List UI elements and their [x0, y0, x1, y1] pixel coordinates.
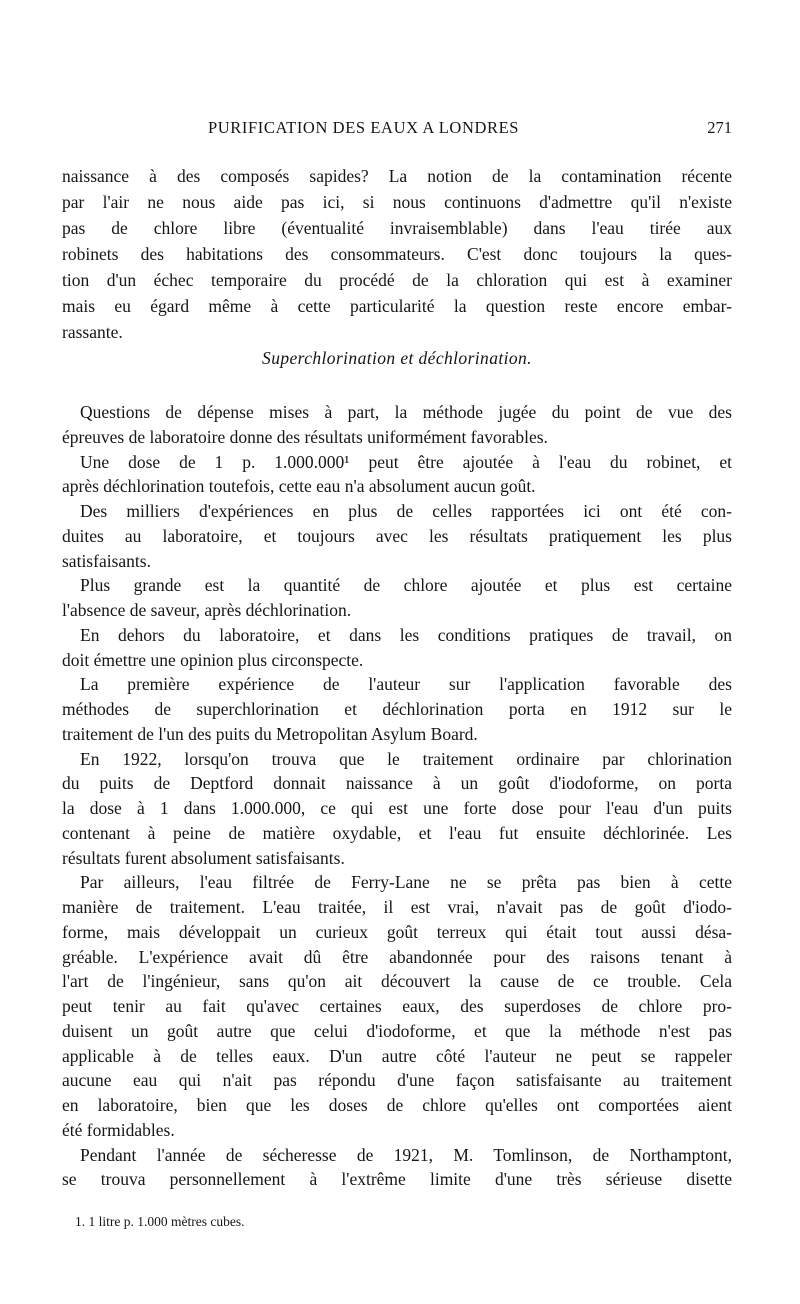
page-number: 271: [707, 118, 732, 137]
text-line: En 1922, lorsqu'on trouva que le traitement ordinaire par chlorination: [80, 748, 732, 769]
text-line: applicable à de telles eaux. D'un autre côté l'auteur ne peut se rappeler: [62, 1045, 732, 1066]
text-line: aucune eau qui n'ait pas répondu d'une façon satisfaisante au traitement: [62, 1070, 732, 1091]
text-line: gréable. L'expérience avait dû être abandonnée pour des raisons tenant à: [62, 946, 732, 967]
text-line: Des milliers d'expériences en plus de celles rapportées ici ont été con-: [80, 501, 732, 521]
text-line: l'art de l'ingénieur, sans qu'on ait découvert la cause de ce trouble. Cela: [62, 971, 732, 992]
text-line: Par ailleurs, l'eau filtrée de Ferry-Lane ne se prêta pas bien à cette: [80, 872, 732, 893]
text-line: épreuves de laboratoire donne des résultats uniformément favorables.: [62, 426, 548, 447]
text-line: naissance à des composés sapides? La notion de la contamination récente: [62, 166, 732, 186]
text-line: Une dose de 1 p. 1.000.000¹ peut être ajoutée à l'eau du robinet, et: [80, 451, 732, 472]
text-line: pas de chlore libre (éventualité invraisemblable) dans l'eau tirée aux: [62, 218, 732, 238]
text-line: duites au laboratoire, et toujours avec les résultats pratiquement les plus: [62, 525, 732, 546]
text-line: doit émettre une opinion plus circonspecte.: [62, 649, 364, 670]
text-line: contenant à peine de matière oxydable, et l'eau fut ensuite déchlorinée. Les: [62, 822, 732, 843]
text-line: du puits de Deptford donnait naissance à un goût d'iodoforme, on porta: [62, 773, 732, 794]
footnote: 1. 1 litre p. 1.000 mètres cubes.: [75, 1214, 245, 1229]
text-line: après déchlorination toutefois, cette eau n'a absolument aucun goût.: [62, 476, 536, 497]
text-line: par l'air ne nous aide pas ici, si nous continuons d'admettre qu'il n'existe: [62, 192, 732, 212]
text-line: En dehors du laboratoire, et dans les conditions pratiques de travail, on: [80, 624, 732, 645]
text-line: en laboratoire, bien que les doses de chlore qu'elles ont comportées aient: [62, 1095, 732, 1115]
running-title: PURIFICATION DES EAUX A LONDRES: [208, 118, 520, 137]
section-title: Superchlorination et déchlorination.: [262, 348, 532, 368]
text-line: se trouva personnellement à l'extrême limite d'une très sérieuse disette: [62, 1169, 732, 1190]
text-line: traitement de l'un des puits du Metropolitan Asylum Board.: [62, 723, 478, 744]
text-line: rassante.: [62, 322, 123, 342]
text-line: forme, mais développait un curieux goût terreux qui était tout aussi désa-: [62, 921, 732, 942]
text-line: Plus grande est la quantité de chlore ajoutée et plus est certaine: [80, 575, 732, 596]
text-line: mais eu égard même à cette particularité la question reste encore embar-: [62, 296, 732, 316]
text-line: tion d'un échec temporaire du procédé de la chloration qui est à examiner: [62, 270, 732, 290]
text-line: été formidables.: [62, 1119, 175, 1140]
text-line: duisent un goût autre que celui d'iodoforme, et que la méthode n'est pas: [62, 1020, 732, 1041]
text-line: Pendant l'année de sécheresse de 1921, M. Tomlinson, de Northamptont,: [80, 1144, 732, 1165]
text-line: robinets des habitations des consommateurs. C'est donc toujours la ques-: [62, 244, 732, 264]
text-line: résultats furent absolument satisfaisants.: [62, 847, 345, 868]
text-line: manière de traitement. L'eau traitée, il est vrai, n'avait pas de goût d'iodo-: [62, 897, 732, 917]
text-line: la dose à 1 dans 1.000.000, ce qui est une forte dose pour l'eau d'un puits: [62, 798, 732, 818]
running-header: [58, 118, 732, 146]
text-line: Questions de dépense mises à part, la méthode jugée du point de vue des: [80, 402, 732, 422]
text-line: méthodes de superchlorination et déchlorination porta en 1912 sur le: [62, 699, 732, 719]
text-line: peut tenir au fait qu'avec certaines eaux, des superdoses de chlore pro-: [62, 996, 732, 1016]
text-line: satisfaisants.: [62, 550, 151, 571]
text-line: l'absence de saveur, après déchlorination.: [62, 600, 352, 620]
text-line: La première expérience de l'auteur sur l'application favorable des: [80, 674, 732, 695]
